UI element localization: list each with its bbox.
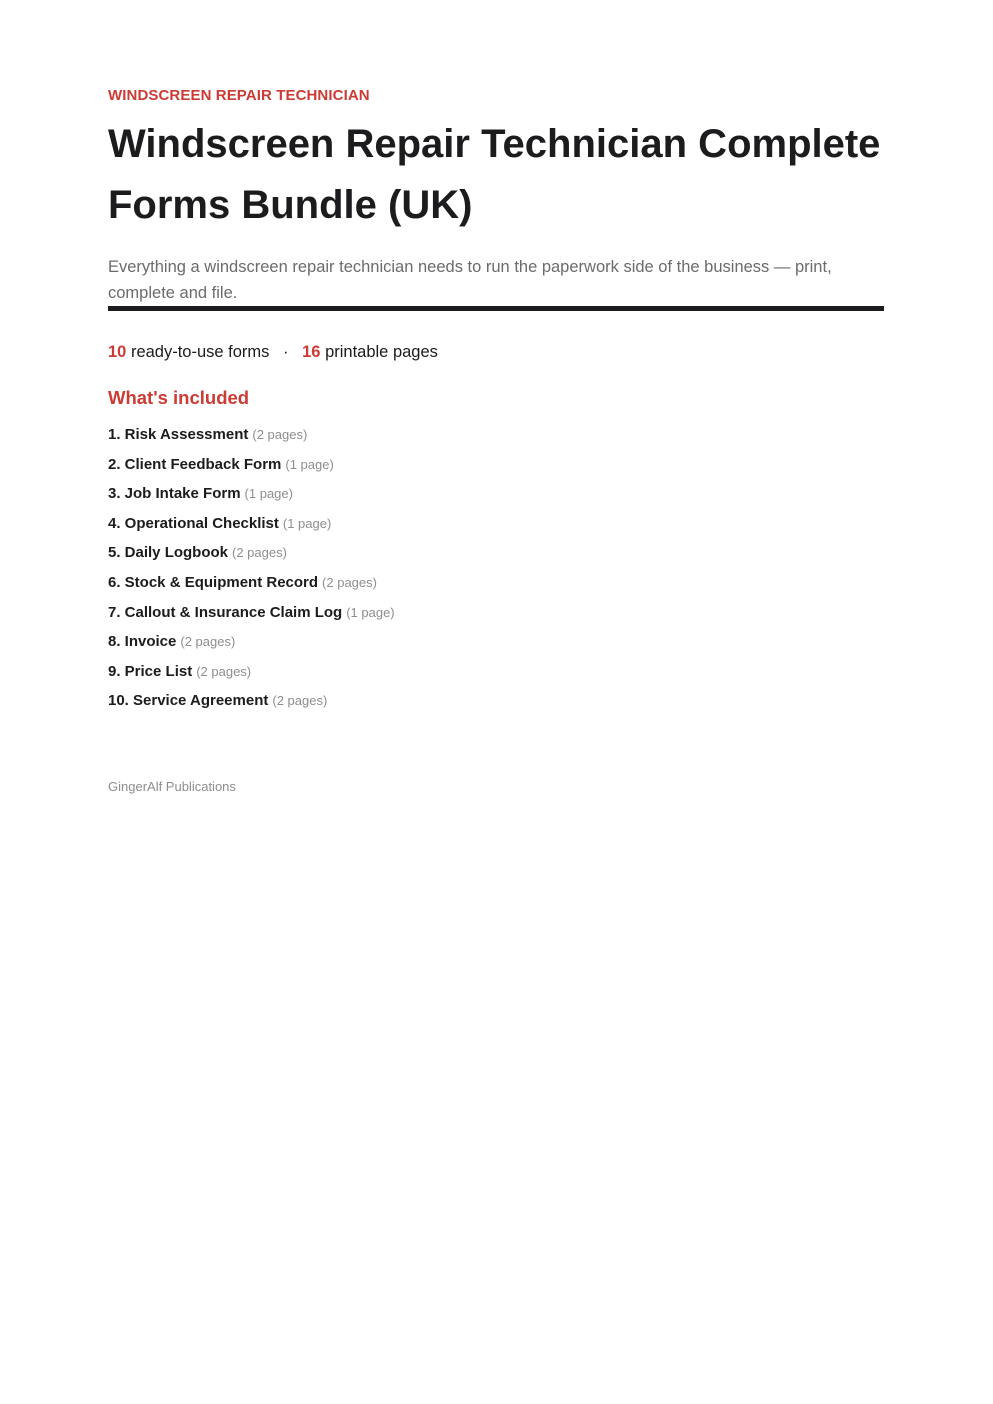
pages-count-label: printable pages [325, 343, 438, 361]
publisher-footer: GingerAlf Publications [108, 778, 236, 794]
category-label: WINDSCREEN REPAIR TECHNICIAN [108, 87, 370, 104]
list-item [108, 627, 884, 657]
list-item [108, 509, 884, 539]
list-item [108, 686, 884, 716]
list-item [108, 568, 884, 598]
form-name: 1. Risk Assessment [108, 426, 249, 443]
forms-list [108, 420, 884, 716]
form-page-count: (2 pages) [196, 663, 252, 679]
form-page-count: (2 pages) [252, 427, 308, 442]
form-page-count: (1 page) [244, 486, 293, 502]
form-name: 3. Job Intake Form [108, 485, 241, 503]
title-divider [108, 306, 884, 311]
form-name: 7. Callout & Insurance Claim Log [108, 603, 343, 621]
stats-separator: · [283, 343, 289, 361]
page-title: Windscreen Repair Technician Complete Forms Bundle (UK) [108, 122, 881, 227]
forms-count-label: ready-to-use forms [130, 343, 270, 361]
list-item [108, 657, 884, 687]
form-name: 8. Invoice [108, 633, 177, 651]
pages-count: 16 [302, 343, 321, 361]
form-page-count: (2 pages) [180, 634, 236, 650]
form-page-count: (2 pages) [232, 545, 287, 561]
forms-count: 10 [108, 343, 127, 361]
form-name: 6. Stock & Equipment Record [108, 573, 319, 591]
form-name: 9. Price List [108, 662, 193, 680]
bundle-stats [108, 339, 884, 365]
form-name: 5. Daily Logbook [108, 544, 229, 562]
form-name: 10. Service Agreement [108, 692, 269, 710]
list-item [108, 420, 884, 450]
document-page [108, 86, 884, 796]
page-subtitle: Everything a windscreen repair technician needs to run the paperwork side of the business — print, complete and file. [108, 258, 832, 302]
form-page-count: (1 page) [285, 456, 334, 472]
list-item [108, 598, 884, 628]
form-page-count: (1 page) [346, 604, 395, 620]
form-page-count: (1 page) [282, 515, 332, 531]
form-page-count: (2 pages) [322, 574, 377, 590]
list-item [108, 538, 884, 568]
form-name: 4. Operational Checklist [108, 514, 279, 532]
list-item [108, 479, 884, 509]
form-page-count: (2 pages) [272, 693, 328, 709]
included-heading: What's included [108, 387, 250, 408]
list-item [108, 450, 884, 480]
form-name: 2. Client Feedback Form [108, 455, 282, 473]
